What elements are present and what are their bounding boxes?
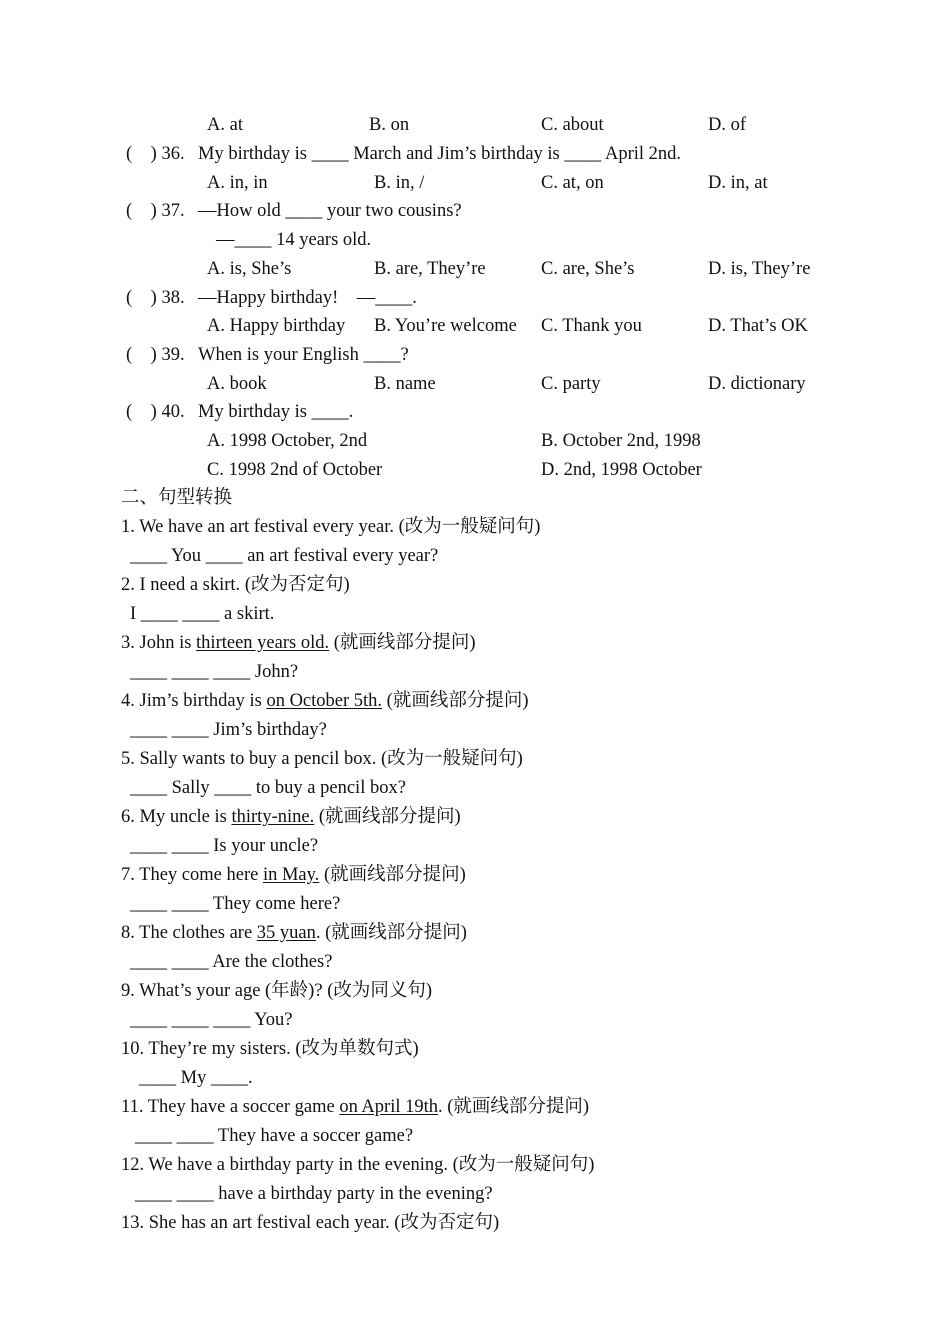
instruction: (就画线部分提问) [323, 865, 466, 885]
question-number: ( ) 36. [126, 144, 185, 164]
question-number: ( ) 37. [126, 201, 185, 221]
item-sentence [121, 1209, 499, 1237]
option-d: D. dictionary [708, 374, 806, 394]
sentence-text: 11. They have a soccer game [121, 1097, 340, 1117]
item-sentence [121, 1093, 589, 1121]
question-text: —How old ____ your two cousins? [198, 201, 462, 221]
item-sentence [121, 861, 466, 889]
sentence-text: 3. John is [121, 633, 197, 653]
option-d: D. 2nd, 1998 October [541, 460, 702, 480]
question-text: —Happy birthday! —____. [198, 288, 417, 308]
instruction: (就画线部分提问) [325, 923, 467, 943]
underlined-part: thirteen years old. [196, 633, 330, 653]
option-a: A. in, in [207, 173, 268, 193]
item-sentence [121, 745, 523, 773]
option-c: C. party [541, 374, 601, 394]
answer-line[interactable]: ____ ____ Is your uncle? [130, 836, 319, 856]
sentence-text: 8. The clothes are [121, 923, 257, 943]
answer-line[interactable]: ____ ____ Jim’s birthday? [130, 720, 327, 740]
instruction: (改为一般疑问句) [381, 749, 523, 769]
question-number: ( ) 40. [126, 402, 185, 422]
answer-line[interactable]: ____ ____ ____ You? [130, 1010, 293, 1030]
option-a: A. Happy birthday [207, 316, 346, 336]
instruction: (就画线部分提问) [386, 691, 529, 711]
option-c: C. 1998 2nd of October [207, 460, 383, 480]
answer-line[interactable]: ____ ____ They have a soccer game? [135, 1126, 414, 1146]
section-title: 二、句型转换 [121, 488, 233, 508]
item-sentence [121, 803, 461, 831]
option-d: D. of [708, 115, 747, 135]
instruction: (改为同义句) [327, 981, 433, 1001]
answer-line[interactable]: ____ ____ Are the clothes? [130, 952, 333, 972]
question-number: ( ) 38. [126, 288, 185, 308]
option-b: B. You’re welcome [374, 316, 517, 336]
question-number: ( ) 39. [126, 345, 185, 365]
underlined-part: thirty-nine. [231, 807, 315, 827]
option-d: D. That’s OK [708, 316, 808, 336]
question-text: My birthday is ____ March and Jim’s birthday is ____ April 2nd. [198, 144, 682, 164]
answer-line[interactable]: ____ ____ They come here? [130, 894, 341, 914]
option-b: B. are, They’re [374, 259, 486, 279]
underlined-part: in May. [262, 865, 320, 885]
answer-line[interactable]: ____ My ____. [139, 1068, 253, 1088]
instruction: (改为否定句) [394, 1213, 500, 1233]
option-a: A. at [207, 115, 243, 135]
answer-line[interactable]: ____ You ____ an art festival every year? [130, 546, 439, 566]
instruction: (改为一般疑问句) [398, 517, 541, 537]
item-sentence [121, 629, 476, 657]
instruction: (改为一般疑问句) [452, 1155, 595, 1175]
option-d: D. in, at [708, 173, 768, 193]
underlined-part: 35 yuan [256, 923, 316, 943]
sentence-text: 10. They’re my sisters. [121, 1039, 296, 1059]
sentence-tail: . [437, 1097, 448, 1117]
item-sentence [121, 1151, 594, 1179]
instruction: (改为否定句) [244, 575, 350, 595]
option-d: D. is, They’re [708, 259, 811, 279]
item-sentence [121, 919, 467, 947]
item-sentence [121, 571, 350, 599]
option-b: B. October 2nd, 1998 [541, 431, 701, 451]
instruction: (就画线部分提问) [333, 633, 476, 653]
item-sentence [121, 513, 540, 541]
instruction: (改为单数句式) [295, 1039, 419, 1059]
instruction: (就画线部分提问) [318, 807, 461, 827]
sentence-text: 12. We have a birthday party in the evening. [121, 1155, 453, 1175]
answer-line[interactable]: I ____ ____ a skirt. [130, 604, 275, 624]
sentence-text: 7. They come here [121, 865, 263, 885]
question-reply: —____ 14 years old. [216, 230, 372, 250]
option-b: B. in, / [374, 173, 425, 193]
underlined-part: on April 19th [339, 1097, 438, 1117]
sentence-text: 5. Sally wants to buy a pencil box. [121, 749, 381, 769]
option-c: C. are, She’s [541, 259, 635, 279]
option-c: C. Thank you [541, 316, 642, 336]
item-sentence [121, 1035, 419, 1063]
item-sentence [121, 977, 432, 1005]
option-a: A. book [207, 374, 267, 394]
sentence-text: 4. Jim’s birthday is [121, 691, 267, 711]
sentence-text: 13. She has an art festival each year. [121, 1213, 395, 1233]
answer-line[interactable]: ____ ____ have a birthday party in the evening? [135, 1184, 493, 1204]
question-text: When is your English ____? [198, 345, 409, 365]
sentence-text: 6. My uncle is [121, 807, 232, 827]
option-c: C. about [541, 115, 604, 135]
option-b: B. name [374, 374, 436, 394]
sentence-text: 2. I need a skirt. [121, 575, 245, 595]
question-text: My birthday is ____. [198, 402, 354, 422]
sentence-text: 1. We have an art festival every year. [121, 517, 399, 537]
answer-line[interactable]: ____ ____ ____ John? [130, 662, 299, 682]
instruction: (就画线部分提问) [447, 1097, 590, 1117]
option-c: C. at, on [541, 173, 604, 193]
option-a: A. 1998 October, 2nd [207, 431, 368, 451]
sentence-tail: . [315, 923, 326, 943]
underlined-part: on October 5th. [266, 691, 383, 711]
answer-line[interactable]: ____ Sally ____ to buy a pencil box? [130, 778, 406, 798]
option-b: B. on [369, 115, 410, 135]
option-a: A. is, She’s [207, 259, 292, 279]
sentence-text: 9. What’s your age (年龄)? [121, 981, 328, 1001]
item-sentence [121, 687, 529, 715]
